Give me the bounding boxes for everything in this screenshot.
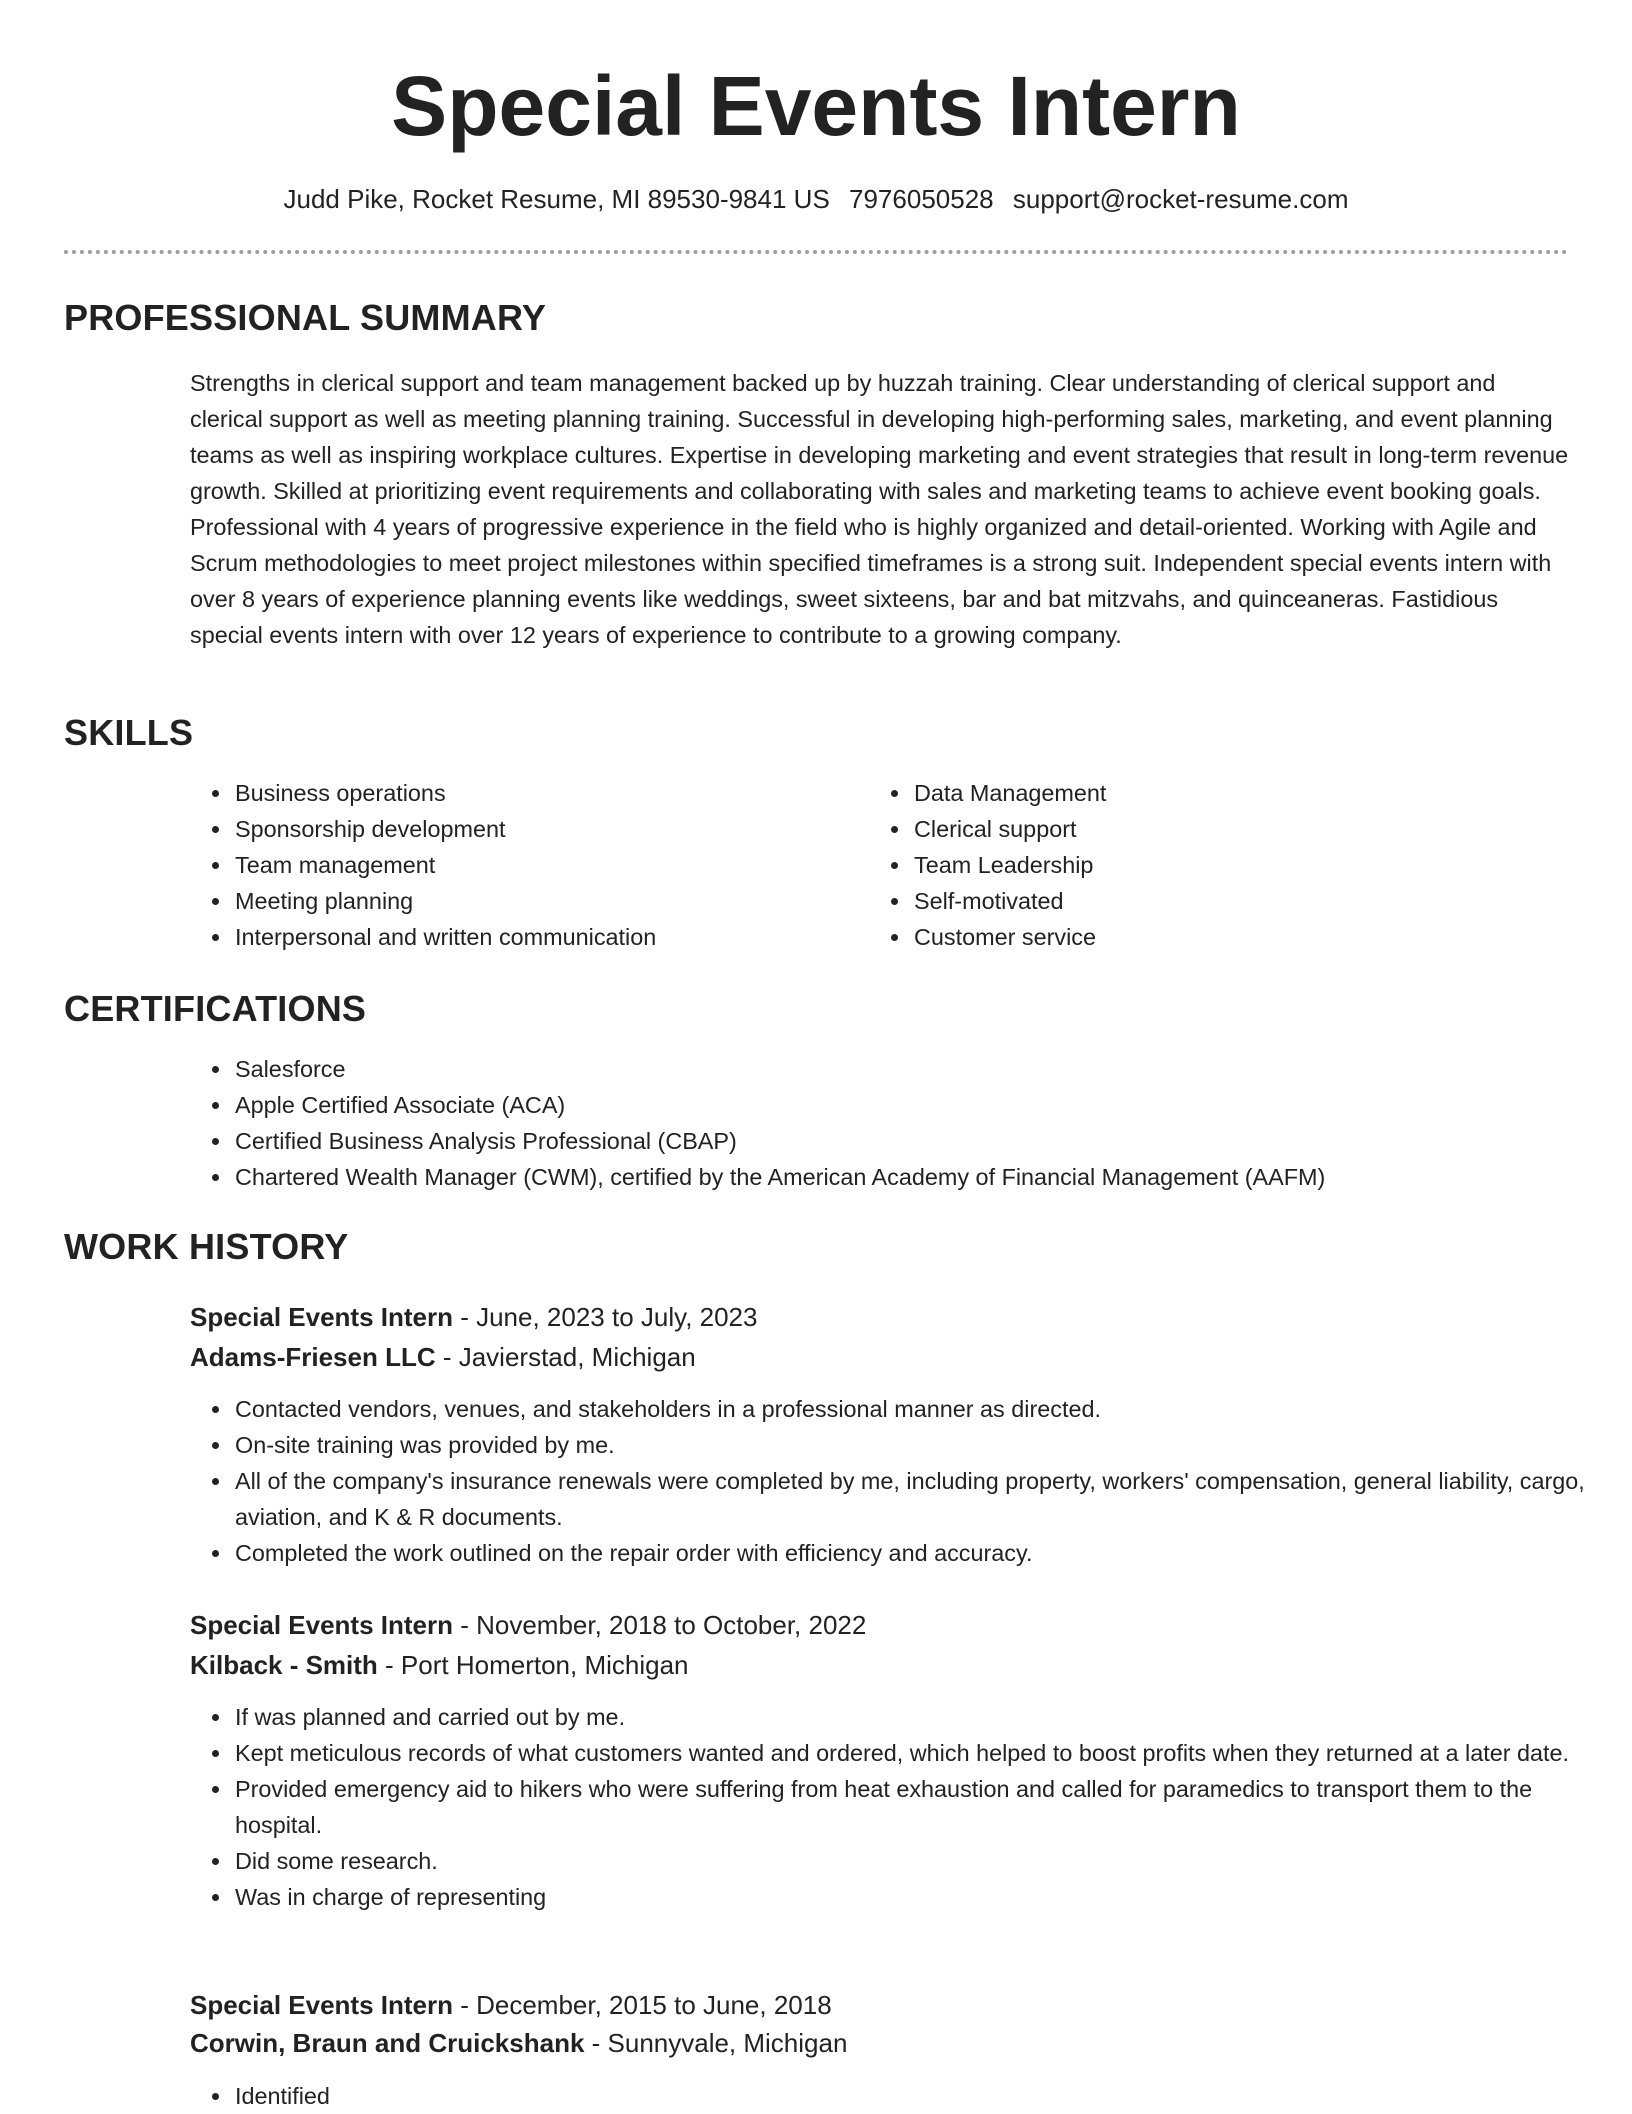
skill-item: • Data Management	[912, 775, 1532, 811]
skill-item: • Team management	[233, 847, 853, 883]
job-title: Special Events Intern	[190, 1610, 453, 1640]
skills-list-left	[190, 775, 853, 955]
job-bullets	[190, 1391, 1613, 1571]
certification-item: • Certified Business Analysis Professional (CBAP)	[233, 1123, 1613, 1159]
job-company-line	[190, 2023, 847, 2063]
skill-item: • Customer service	[912, 919, 1532, 955]
job-bullet: • Kept meticulous records of what customers wanted and ordered, which helped to boost profits when they returned at a later date.	[233, 1735, 1613, 1771]
skill-item: • Team Leadership	[912, 847, 1532, 883]
contact-email: support@rocket-resume.com	[1012, 184, 1349, 214]
skill-item: • Self-motivated	[912, 883, 1532, 919]
job-company-line	[190, 1645, 689, 1685]
job-location: - Port Homerton, Michigan	[377, 1650, 689, 1680]
job-bullet: • Provided emergency aid to hikers who were suffering from heat exhaustion and called for paramedics to transport them to the hospital.	[233, 1771, 1613, 1843]
job-bullet: • If was planned and carried out by me.	[233, 1699, 1613, 1735]
job-location: - Sunnyvale, Michigan	[584, 2028, 848, 2058]
job-dates: - November, 2018 to October, 2022	[452, 1610, 867, 1640]
summary-text: Strengths in clerical support and team management backed up by huzzah training. Clear understanding of clerical support and clerical support as well as meeting planning training. Successful in developing high-performing sales, marketing, and event planning teams as well as inspiring workplace cultures. Expertise in developing marketing and event strategies that result in long-term revenue growth. Skilled at prioritizing event requirements and collaborating with sales and marketing teams to achieve event booking goals. Professional with 4 years of progressive experience in the field who is highly organized and detail-oriented. Working with Agile and Scrum methodologies to meet project milestones within specified timeframes is a strong suit. Independent special events intern with over 8 years of experience planning events like weddings, sweet sixteens, bar and bat mitzvahs, and quinceaneras. Fastidious special events intern with over 12 years of experience to contribute to a growing company.	[190, 370, 1569, 648]
resume-title: Special Events Intern	[391, 59, 1241, 153]
skill-item: • Meeting planning	[233, 883, 853, 919]
job-title: Special Events Intern	[190, 1302, 453, 1332]
certification-item: • Chartered Wealth Manager (CWM), certified by the American Academy of Financial Management (AAFM)	[233, 1159, 1613, 1195]
job-location: - Javierstad, Michigan	[435, 1342, 696, 1372]
contact-phone: 7976050528	[849, 184, 994, 214]
job-title-line	[190, 1985, 832, 2025]
job-company: Corwin, Braun and Cruickshank	[190, 2028, 585, 2058]
header-divider	[64, 250, 1568, 254]
work-history-heading: WORK HISTORY	[64, 1226, 349, 1267]
certifications-heading: CERTIFICATIONS	[64, 988, 367, 1029]
job-bullet: • Was in charge of representing	[233, 1879, 1613, 1915]
job-title-line	[190, 1605, 866, 1645]
contact-address: Judd Pike, Rocket Resume, MI 89530-9841 US	[283, 184, 830, 214]
job-bullets	[190, 2078, 1613, 2114]
job-bullet: • Contacted vendors, venues, and stakeholders in a professional manner as directed.	[233, 1391, 1613, 1427]
certification-item: • Salesforce	[233, 1051, 1613, 1087]
job-bullets	[190, 1699, 1613, 1915]
summary-heading: PROFESSIONAL SUMMARY	[64, 297, 547, 338]
certification-item: • Apple Certified Associate (ACA)	[233, 1087, 1613, 1123]
job-dates: - December, 2015 to June, 2018	[452, 1990, 832, 2020]
skill-item: • Clerical support	[912, 811, 1532, 847]
job-bullet: • Did some research.	[233, 1843, 1613, 1879]
skill-item: • Business operations	[233, 775, 853, 811]
job-company: Adams-Friesen LLC	[190, 1342, 436, 1372]
skills-heading: SKILLS	[64, 712, 194, 753]
job-title-line	[190, 1297, 757, 1337]
job-company-line	[190, 1337, 696, 1377]
job-dates: - June, 2023 to July, 2023	[452, 1302, 758, 1332]
job-bullet: • On-site training was provided by me.	[233, 1427, 1613, 1463]
skill-item: • Interpersonal and written communication	[233, 919, 853, 955]
contact-line	[0, 179, 1632, 219]
job-company: Kilback - Smith	[190, 1650, 378, 1680]
skill-item: • Sponsorship development	[233, 811, 853, 847]
certifications-list	[190, 1051, 1613, 1195]
job-bullet: • All of the company's insurance renewals were completed by me, including property, workers' compensation, general liability, cargo, aviation, and K & R documents.	[233, 1463, 1613, 1535]
job-bullet: • Completed the work outlined on the repair order with efficiency and accuracy.	[233, 1535, 1613, 1571]
job-bullet: • Identified	[233, 2078, 1613, 2114]
job-title: Special Events Intern	[190, 1990, 453, 2020]
skills-list-right	[869, 775, 1532, 955]
